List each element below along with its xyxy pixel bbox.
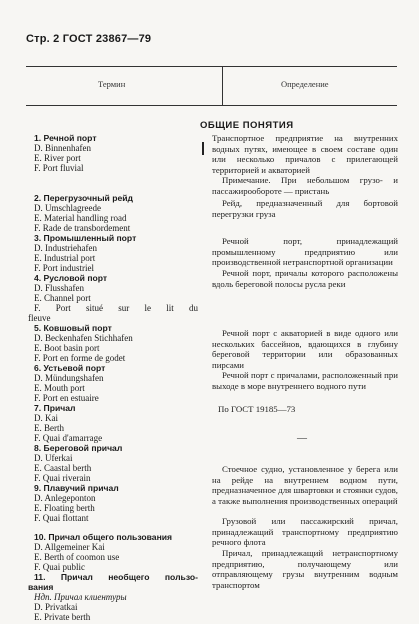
margin-mark: [202, 142, 204, 155]
term-4-de: D. Flusshafen: [34, 283, 84, 293]
term-10-en: E. Berth of coomon use: [34, 552, 120, 562]
term-1-de: D. Binnenhafen: [34, 143, 91, 153]
term-4-fr-cont: fleuve: [28, 313, 51, 323]
table-header: [26, 66, 397, 106]
term-11-de: D. Privatkai: [34, 602, 78, 612]
definition-1-note: Примечание. При небольшом грузо- и пассажирообороте — пристань: [212, 175, 398, 196]
column-divider: [222, 67, 223, 105]
definition-11: Причал, принадлежащий нетранспортному предприятию, получающему или отправляющему грузы внутренним водным транспортом: [212, 548, 398, 590]
term-11-en: E. Private berth: [34, 612, 91, 622]
term-3-fr: F. Port industriel: [34, 263, 95, 273]
definition-8-dash: —: [297, 433, 307, 444]
term-6-de: D. Mündungshafen: [34, 373, 104, 383]
definition-5: Речной порт с акваторией в виде одного или нескольких бассейнов, вдающихся в глубину береговой территории или образованных пирсами: [212, 328, 398, 370]
term-2-title: 2. Перегрузочный рейд: [34, 193, 133, 203]
definition-10: Грузовой или пассажирский причал, принадлежащий транспортному предприятию речного флота: [212, 516, 398, 547]
definition-1: Транспортное предприятие на внутренних водных путях, имеющее в своем составе один или несколько причалов с прилегающей территорией и акваторией: [212, 133, 398, 175]
term-1-fr: F. Port fluvial: [34, 163, 84, 173]
term-5-de: D. Beckenhafen Stichhafen: [34, 333, 133, 343]
term-2-fr: F. Rade de transbordement: [34, 223, 131, 233]
term-10-de: D. Allgemeiner Kai: [34, 542, 105, 552]
term-9-de: D. Anlegeponton: [34, 493, 96, 503]
term-8-de: D. Uferkai: [34, 453, 73, 463]
term-2-de: D. Umschlagreede: [34, 203, 101, 213]
term-3-de: D. Industriehafen: [34, 243, 97, 253]
column-header-definition: Определение: [281, 79, 329, 89]
term-5-fr: F. Port en forme de godet: [34, 353, 126, 363]
term-5-title: 5. Ковшовый порт: [34, 323, 112, 333]
definition-7: По ГОСТ 19185—73: [218, 404, 296, 414]
term-11-title-cont: вания: [28, 582, 54, 592]
term-11-title: 11. Причал необщего пользо-: [34, 572, 198, 582]
term-4-en: E. Channel port: [34, 293, 91, 303]
term-7-de: D. Kai: [34, 413, 58, 423]
term-1-title: 1. Речной порт: [34, 133, 97, 143]
term-7-title: 7. Причал: [34, 403, 76, 413]
term-8-title: 8. Береговой причал: [34, 443, 123, 453]
term-10-fr: F. Quai public: [34, 562, 86, 572]
term-7-fr: F. Quai d'amarrage: [34, 433, 103, 443]
term-3-title: 3. Промышленный порт: [34, 233, 137, 243]
term-2-en: E. Material handling road: [34, 213, 127, 223]
term-4-title: 4. Русловой порт: [34, 273, 108, 283]
term-9-title: 9. Плавучий причал: [34, 483, 119, 493]
term-5-en: E. Boot basin port: [34, 343, 100, 353]
term-8-en: E. Caastal berth: [34, 463, 92, 473]
definition-6: Речной порт с причалами, расположенный при выходе в море внутреннего водного пути: [212, 370, 398, 391]
page-header: Стр. 2 ГОСТ 23867—79: [26, 33, 152, 45]
section-title: ОБЩИЕ ПОНЯТИЯ: [200, 120, 294, 131]
definition-4: Речной порт, причалы которого расположены вдоль береговой полосы русла реки: [212, 268, 398, 289]
term-11-ndp: Ндп. Причал клиентуры: [34, 592, 127, 602]
term-6-en: E. Mouth port: [34, 383, 85, 393]
term-6-fr: F. Port en estuaire: [34, 393, 99, 403]
definition-3: Речной порт, принадлежащий промышленному предприятию или производственной нетранспортной организации: [212, 236, 398, 267]
definition-2: Рейд, предназначенный для бортовой перегрузки груза: [212, 198, 398, 219]
term-1-en: E. River port: [34, 153, 81, 163]
definition-9: Стоечное судно, установленное у берега или на рейде на внутреннем водном пути, предназначенное для швартовки и стоянки судов, а также выполнения производственных операций: [212, 464, 398, 506]
term-3-en: E. Industrial port: [34, 253, 96, 263]
term-9-fr: F. Quai flottant: [34, 513, 89, 523]
term-6-title: 6. Устьевой порт: [34, 363, 106, 373]
term-9-en: E. Floating berth: [34, 503, 95, 513]
term-10-title: 10. Причал общего пользования: [34, 532, 173, 542]
term-8-fr: F. Quai riverain: [34, 473, 91, 483]
term-7-en: E. Berth: [34, 423, 64, 433]
column-header-term: Термин: [98, 79, 126, 89]
term-4-fr: F. Port situé sur le lit du: [34, 303, 198, 313]
